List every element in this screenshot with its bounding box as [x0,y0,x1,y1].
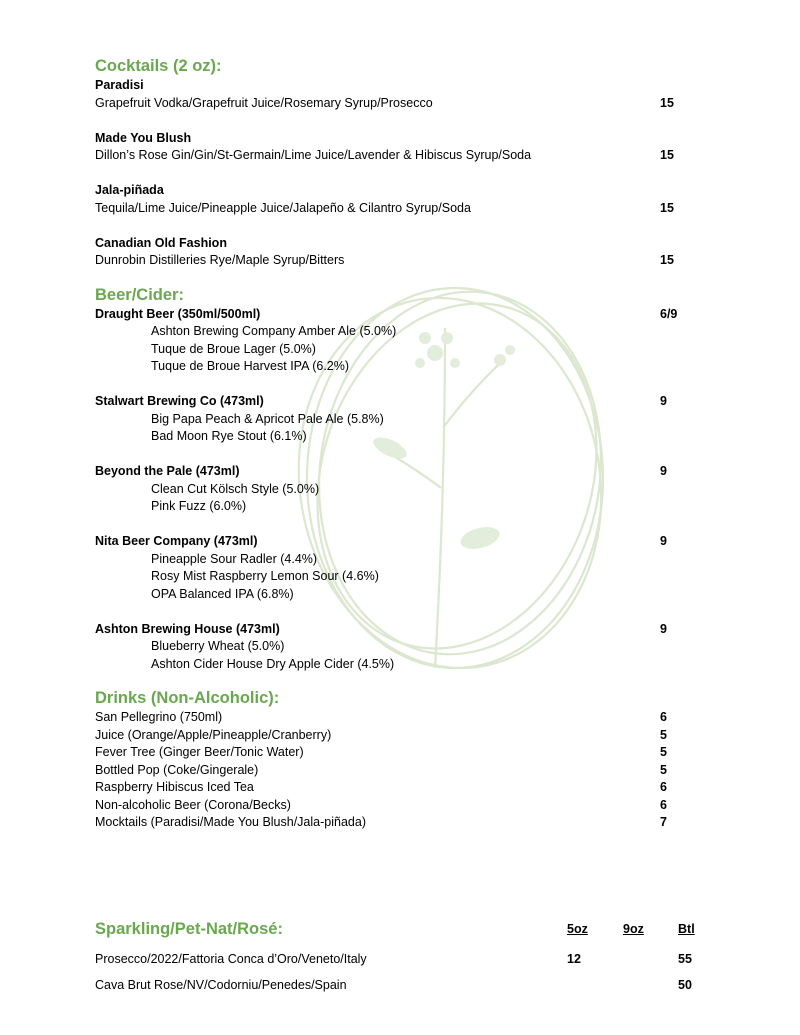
cocktail-name: Jala-piñada [95,183,164,197]
sparkling-item [95,951,715,968]
beer-group-name: Stalwart Brewing Co (473ml) [95,394,264,408]
drink-name: Juice (Orange/Apple/Pineapple/Cranberry) [95,727,332,742]
drink-price: 5 [660,727,667,742]
drink-item [95,814,715,832]
beer-item: Rosy Mist Raspberry Lemon Sour (4.6%) [151,569,379,583]
beer-group-name: Beyond the Pale (473ml) [95,464,240,478]
beer-group [95,463,715,516]
wine-name: Cava Brut Rose/NV/Codorniu/Penedes/Spain [95,978,347,992]
cocktail-price: 15 [660,148,674,162]
drinks-list [95,709,715,832]
drink-item [95,762,715,780]
drink-item [95,744,715,762]
col-btl-header: Btl [678,922,695,936]
beer-item: Big Papa Peach & Apricot Pale Ale (5.8%) [151,411,384,426]
beer-group-price: 9 [660,394,667,408]
beer-item: OPA Balanced IPA (6.8%) [151,586,294,601]
drink-name: Raspberry Hibiscus Iced Tea [95,780,254,794]
wine-price-btl: 50 [678,978,692,992]
drink-item [95,779,715,797]
col-9oz-header: 9oz [623,922,644,936]
cocktail-description: Tequila/Lime Juice/Pineapple Juice/Jalapeño & Cilantro Syrup/Soda [95,200,471,215]
drink-price: 6 [660,710,667,724]
beer-group-name: Nita Beer Company (473ml) [95,534,258,548]
cocktail-description: Dillon’s Rose Gin/Gin/St-Germain/Lime Juice/Lavender & Hibiscus Syrup/Soda [95,148,532,162]
drink-price: 6 [660,797,667,812]
sparkling-header [95,918,715,940]
beer-item: Pink Fuzz (6.0%) [151,499,247,513]
drink-name: Non-alcoholic Beer (Corona/Becks) [95,797,291,812]
cocktail-name: Canadian Old Fashion [95,235,227,250]
cocktail-item [95,235,715,270]
drink-name: Mocktails (Paradisi/Made You Blush/Jala-piñada) [95,815,366,829]
sparkling-heading: Sparkling/Pet-Nat/Rosé: [95,920,283,938]
drink-name: San Pellegrino (750ml) [95,710,223,724]
cocktail-item [95,77,715,112]
beer-item: Blueberry Wheat (5.0%) [151,639,285,653]
drink-item [95,709,715,727]
beer-item: Clean Cut Kölsch Style (5.0%) [151,481,320,496]
beer-group-price: 6/9 [660,306,678,321]
beer-group-price: 9 [660,464,667,478]
col-5oz-header: 5oz [567,922,588,936]
cocktail-price: 15 [660,95,674,110]
wine-price-5oz: 12 [567,952,581,966]
cocktail-name: Paradisi [95,78,144,92]
menu-page [95,55,715,832]
wine-name: Prosecco/2022/Fattoria Conca d’Oro/Veneto/Italy [95,952,367,966]
beer-item: Tuque de Broue Lager (5.0%) [151,341,316,356]
beer-group [95,533,715,603]
wine-price-btl: 55 [678,952,692,966]
cocktail-item [95,130,715,165]
drink-price: 5 [660,762,667,777]
beer-group [95,621,715,674]
beer-group [95,393,715,446]
beer-group-name: Ashton Brewing House (473ml) [95,621,280,636]
cocktail-price: 15 [660,200,674,215]
beer-group [95,306,715,376]
beer-item: Ashton Brewing Company Amber Ale (5.0%) [151,324,397,338]
drink-price: 7 [660,815,667,829]
drink-name: Bottled Pop (Coke/Gingerale) [95,762,259,777]
cocktails-heading: Cocktails (2 oz): [95,57,222,75]
cocktail-name: Made You Blush [95,130,192,145]
cocktail-price: 15 [660,253,674,267]
beer-item: Bad Moon Rye Stout (6.1%) [151,429,307,443]
drink-item [95,727,715,745]
beer-item: Ashton Cider House Dry Apple Cider (4.5%) [151,656,395,671]
beer-group-price: 9 [660,534,667,548]
beer-item: Tuque de Broue Harvest IPA (6.2%) [151,359,350,373]
drinks-heading: Drinks (Non-Alcoholic): [95,689,280,707]
drink-name: Fever Tree (Ginger Beer/Tonic Water) [95,745,304,759]
drink-price: 5 [660,745,667,759]
beer-group-price: 9 [660,621,667,636]
beer-cider-heading: Beer/Cider: [95,285,184,304]
cocktail-item [95,182,715,217]
cocktail-description: Dunrobin Distilleries Rye/Maple Syrup/Bitters [95,253,345,267]
sparkling-item [95,977,715,994]
cocktail-description: Grapefruit Vodka/Grapefruit Juice/Rosemary Syrup/Prosecco [95,95,433,110]
cocktail-list [95,77,715,270]
beer-item: Pineapple Sour Radler (4.4%) [151,551,318,566]
beer-group-name: Draught Beer (350ml/500ml) [95,306,261,321]
drink-price: 6 [660,780,667,794]
drink-item [95,797,715,815]
